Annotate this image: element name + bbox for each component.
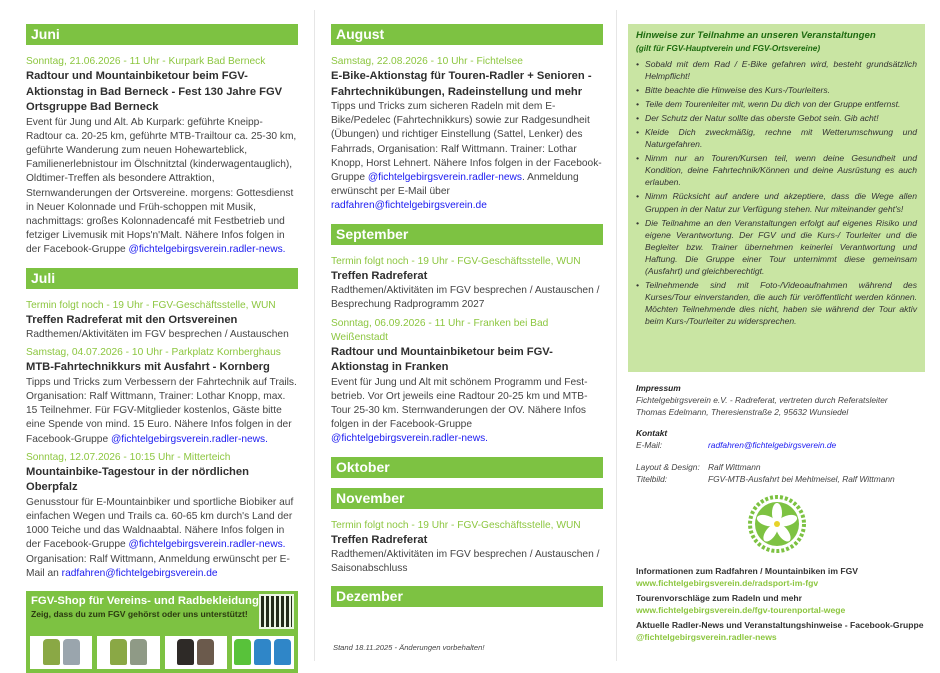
- month-header-november: November: [331, 488, 603, 509]
- email-label: E-Mail:: [636, 440, 663, 450]
- event-text: Genusstour für E-Mountainbiker und sportliche Biobiker auf einfachen Wegen und Trails ca. 60-65 km durch's Land der 1000 Teiche und das Waldnaabtal. Nähere Infos folgen in der Facebook-Gruppe: [26, 496, 294, 551]
- fgv-logo: [628, 493, 925, 555]
- month-header-juni: Juni: [26, 24, 298, 45]
- event-text: Tipps und Tricks zum sicheren Radeln mit dem E-Bike/Pedelec (Fahrtechnikkurs) sowie zur Radgesundheit (Übungen) und richtiger Einstellung (Sattel, Lenker) des Fahrrads, Organisation: Ralf Wittmann. Trainer: Lothar Knopp, Horst Lehnert. Nähere Infos folgen in der Facebook-Gruppe: [331, 101, 602, 184]
- event-item: [26, 451, 298, 581]
- hints-title: Hinweise zur Teilnahme an unseren Veranstaltungen: [636, 30, 876, 41]
- event-title: Mountainbike-Tagestour in der nördlichen Oberpfalz: [26, 465, 249, 494]
- participation-hints-box: [628, 24, 925, 372]
- shop-subtitle: Zeig, dass du zum FGV gehörst oder uns unterstützt!: [31, 608, 248, 619]
- event-text: Organisation: Ralf Wittmann, Anmeldung erwünscht per E-Mail an: [26, 553, 290, 579]
- event-link[interactable]: @fichtelgebirgsverein.radler-news: [367, 172, 522, 184]
- impressum: [628, 382, 925, 485]
- event-title: E-Bike-Aktionstag für Touren-Radler + Senioren - Fahrtechnikübungen, Radeinstellung und mehr: [331, 70, 592, 98]
- hint-item: • Teilnehmende sind mit Foto-/Videoaufnahmen während des Kurses/Tour einverstanden, die auch für veröffentlicht werden können. Möchten Teilnehmende dies nicht, haben sie während der Tour aktiv beim Kurs-/Tourleiter zu widersprechen.: [636, 279, 917, 327]
- event-link[interactable]: @fichtelgebirgsverein.radler-news.: [110, 433, 268, 445]
- event-date: Termin folgt noch - 19 Uhr - FGV-Geschäftsstelle, WUN: [331, 255, 581, 267]
- event-date: Sonntag, 12.07.2026 - 10:15 Uhr - Mitterteich: [26, 451, 231, 463]
- event-text: . Anmeldung erwünscht per E-Mail über: [331, 172, 579, 198]
- hint-item: • Bitte beachte die Hinweise des Kurs-/Tourleiters.: [636, 84, 917, 96]
- fgv-shop-banner[interactable]: [26, 591, 298, 673]
- layout-value: Ralf Wittmann: [708, 462, 761, 472]
- event-date: Termin folgt noch - 19 Uhr - FGV-Geschäftsstelle, WUN: [331, 519, 581, 531]
- event-text: Radthemen/Aktivitäten im FGV besprechen / Austauschen / Saisonabschluss: [331, 549, 600, 575]
- titelbild-value: FGV-MTB-Ausfahrt bei Mehlmeisel, Ralf Wittmann: [708, 474, 895, 484]
- event-date: Sonntag, 21.06.2026 - 11 Uhr - Kurpark Bad Berneck: [26, 56, 266, 67]
- month-header-oktober: Oktober: [331, 457, 603, 478]
- event-item: [331, 317, 603, 447]
- event-text: Event für Jung und Alt mit schönem Programm und Fest-betrieb. Vor Ort jeweils eine Radtour 20-25 km und MTB-Tour 25-30 km. Sternwanderungen der OV. Nähere Infos folgen in der Facebook-Gruppe: [331, 376, 588, 431]
- event-text: Radthemen/Aktivitäten im FGV besprechen / Austauschen: [26, 329, 289, 341]
- column-august-dezember: [331, 24, 603, 617]
- hint-item: • Die Teilnahme an den Veranstaltungen erfolgt auf eigenes Risiko und eigene Verantwortung. Der FGV und die Kurs-/ Tourleiter und die Begleiter bzw. Trainer übernehmen keinerlei Verantwortung und Haftung. Die Gruppe einer Tour unternimmt diese gemeinsam (Ausfahrt) und gleichberechtigt.: [636, 217, 917, 277]
- event-title: Treffen Radreferat mit den Ortsvereinen: [26, 313, 238, 326]
- hint-item: • Nimm Rücksicht auf andere und akzeptiere, dass die Wege allen Gruppen in der Natur zur Verfügung stehen. Nur miteinander geht's!: [636, 190, 917, 214]
- email-link[interactable]: radfahren@fichtelgebirgsverein.de: [708, 440, 837, 450]
- event-date: Termin folgt noch - 19 Uhr - FGV-Geschäftsstelle, WUN: [26, 299, 276, 311]
- layout-label: Layout & Design:: [636, 462, 700, 472]
- hint-item: • Kleide Dich zweckmäßig, rechne mit Wetterumschwung und Naturgefahren.: [636, 126, 917, 150]
- info-label: Informationen zum Radfahren / Mountainbiken im FGV: [636, 566, 859, 576]
- stand-note: Stand 18.11.2025 - Änderungen vorbehalten!: [333, 643, 485, 652]
- jacket-image: [97, 636, 159, 669]
- event-description: [26, 328, 298, 342]
- event-description: [331, 376, 603, 447]
- event-title: Radtour und Mountainbiketour beim FGV-Aktionstag in Bad Berneck - Fest 130 Jahre FGV Ortsgruppe Bad Berneck: [26, 70, 283, 113]
- hint-item: • Nimm nur an Touren/Kursen teil, wenn deine Gesundheit und Kondition, deine Fahrtechnik/Können und deine Ausrüstung es auch erlauben.: [636, 152, 917, 188]
- column-juni-juli: [26, 24, 298, 673]
- column-info: [628, 24, 925, 646]
- event-item: [26, 55, 298, 258]
- event-title: Treffen Radreferat: [331, 269, 428, 282]
- info-url[interactable]: @fichtelgebirgsverein.radler-news: [636, 632, 777, 642]
- hint-item: • Sobald mit dem Rad / E-Bike gefahren wird, besteht grundsätzlich Helmpflicht!: [636, 58, 917, 82]
- event-description: [331, 284, 603, 312]
- event-link[interactable]: @fichtelgebirgsverein.radler-news.: [128, 539, 286, 551]
- event-date: Samstag, 04.07.2026 - 10 Uhr - Parkplatz Kornberghaus: [26, 347, 281, 359]
- event-text: Tipps und Tricks zum Verbessern der Fahrtechnik auf Trails. Organisation: Ralf Wittmann, Trainer: Lothar Knopp, max. 15 Teilnehmer. Für FGV-Mitglieder kostenlos, Gäste bitte eine Spende von mind. 15 Euro. Nähere Infos folgen in der Facebook-Gruppe: [26, 376, 297, 445]
- event-title: Treffen Radreferat: [331, 533, 428, 546]
- event-title: Radtour und Mountainbiketour beim FGV-Aktionstag in Franken: [331, 345, 553, 374]
- info-url[interactable]: www.fichtelgebirgsverein.de/radsport-im-fgv: [636, 578, 819, 588]
- shop-title: FGV-Shop für Vereins- und Radbekleidung: [31, 594, 259, 607]
- month-header-august: August: [331, 24, 603, 45]
- event-date: Sonntag, 06.09.2026 - 11 Uhr - Franken bei Bad Weißenstadt: [331, 317, 549, 343]
- column-divider: [314, 10, 315, 661]
- event-item: [331, 519, 603, 577]
- month-header-dezember: Dezember: [331, 586, 603, 607]
- qr-code-icon[interactable]: [259, 594, 294, 629]
- info-label: Tourenvorschläge zum Radeln und mehr: [636, 593, 803, 603]
- event-item: [26, 346, 298, 447]
- longsleeve-image: [165, 636, 227, 669]
- event-item: [331, 255, 603, 313]
- month-header-september: September: [331, 224, 603, 245]
- impressum-line: Thomas Edelmann, Theresienstraße 2, 95632 Wunsiedel: [636, 407, 849, 417]
- hints-list: [636, 58, 917, 328]
- kontakt-title: Kontakt: [636, 428, 668, 438]
- event-text: Radthemen/Aktivitäten im FGV besprechen / Austauschen / Besprechung Radprogramm 2027: [331, 285, 600, 311]
- month-header-juli: Juli: [26, 268, 298, 289]
- jersey-image: [30, 636, 92, 669]
- impressum-line: Fichtelgebirgsverein e.V. - Radreferat, vertreten durch Referatsleiter: [636, 395, 888, 405]
- titelbild-label: Titelbild:: [636, 474, 668, 484]
- flower-logo-icon: [746, 493, 808, 555]
- event-date: Samstag, 22.08.2026 - 10 Uhr - Fichtelsee: [331, 56, 523, 67]
- event-description: [331, 100, 603, 214]
- shop-product-images: [30, 636, 294, 669]
- event-description: [26, 376, 298, 447]
- info-label: Aktuelle Radler-News und Veranstaltungshinweise - Facebook-Gruppe: [636, 620, 924, 630]
- column-divider: [616, 10, 617, 661]
- event-link[interactable]: @fichtelgebirgsverein.radler-news.: [331, 433, 488, 445]
- impressum-title: Impressum: [636, 383, 681, 393]
- event-item: [26, 299, 298, 343]
- event-description: [26, 116, 298, 258]
- event-link[interactable]: radfahren@fichtelgebirgsverein.de: [61, 567, 218, 579]
- event-description: [26, 496, 298, 581]
- hints-subtitle: (gilt für FGV-Hauptverein und FGV-Ortsvereine): [636, 43, 821, 53]
- hint-item: • Der Schutz der Natur sollte das oberste Gebot sein. Gib acht!: [636, 112, 917, 124]
- info-links: [628, 565, 925, 643]
- info-url[interactable]: www.fichtelgebirgsverein.de/fgv-tourenportal-wege: [636, 605, 846, 615]
- event-item: [331, 55, 603, 214]
- event-description: [331, 548, 603, 576]
- hint-item: • Teile dem Tourenleiter mit, wenn Du dich von der Gruppe entfernst.: [636, 98, 917, 110]
- event-link[interactable]: @fichtelgebirgsverein.radler-news.: [128, 244, 286, 256]
- tshirt-image: [232, 636, 294, 669]
- event-link[interactable]: radfahren@fichtelgebirgsverein.de: [331, 200, 487, 212]
- event-title: MTB-Fahrtechnikkurs mit Ausfahrt - Kornberg: [26, 361, 270, 374]
- event-text: Event für Jung und Alt. Ab Kurpark: geführte Kneipp-Radtour ca. 20-25 km, geführte MTB-Trailtour ca. 25-30 km, geführte Wanderung zum neuen Hohewarteblick, Familienerlebnistour im Ölschnitztal (kinderwagentauglich), Oldtimer-Treffen als besondere Attraktion, Sternwanderungen der Ortsvereine. morgens: Gottesdienst in Neuer Kolonnade und Früh-schoppen mit Musik, nachmittags: großes Kolonnadencafé mit Festbetrieb und fetziger Livemusik mit Hops'n'Malt. Nähere Infos folgen in der Facebook-Gruppe: [26, 116, 297, 256]
